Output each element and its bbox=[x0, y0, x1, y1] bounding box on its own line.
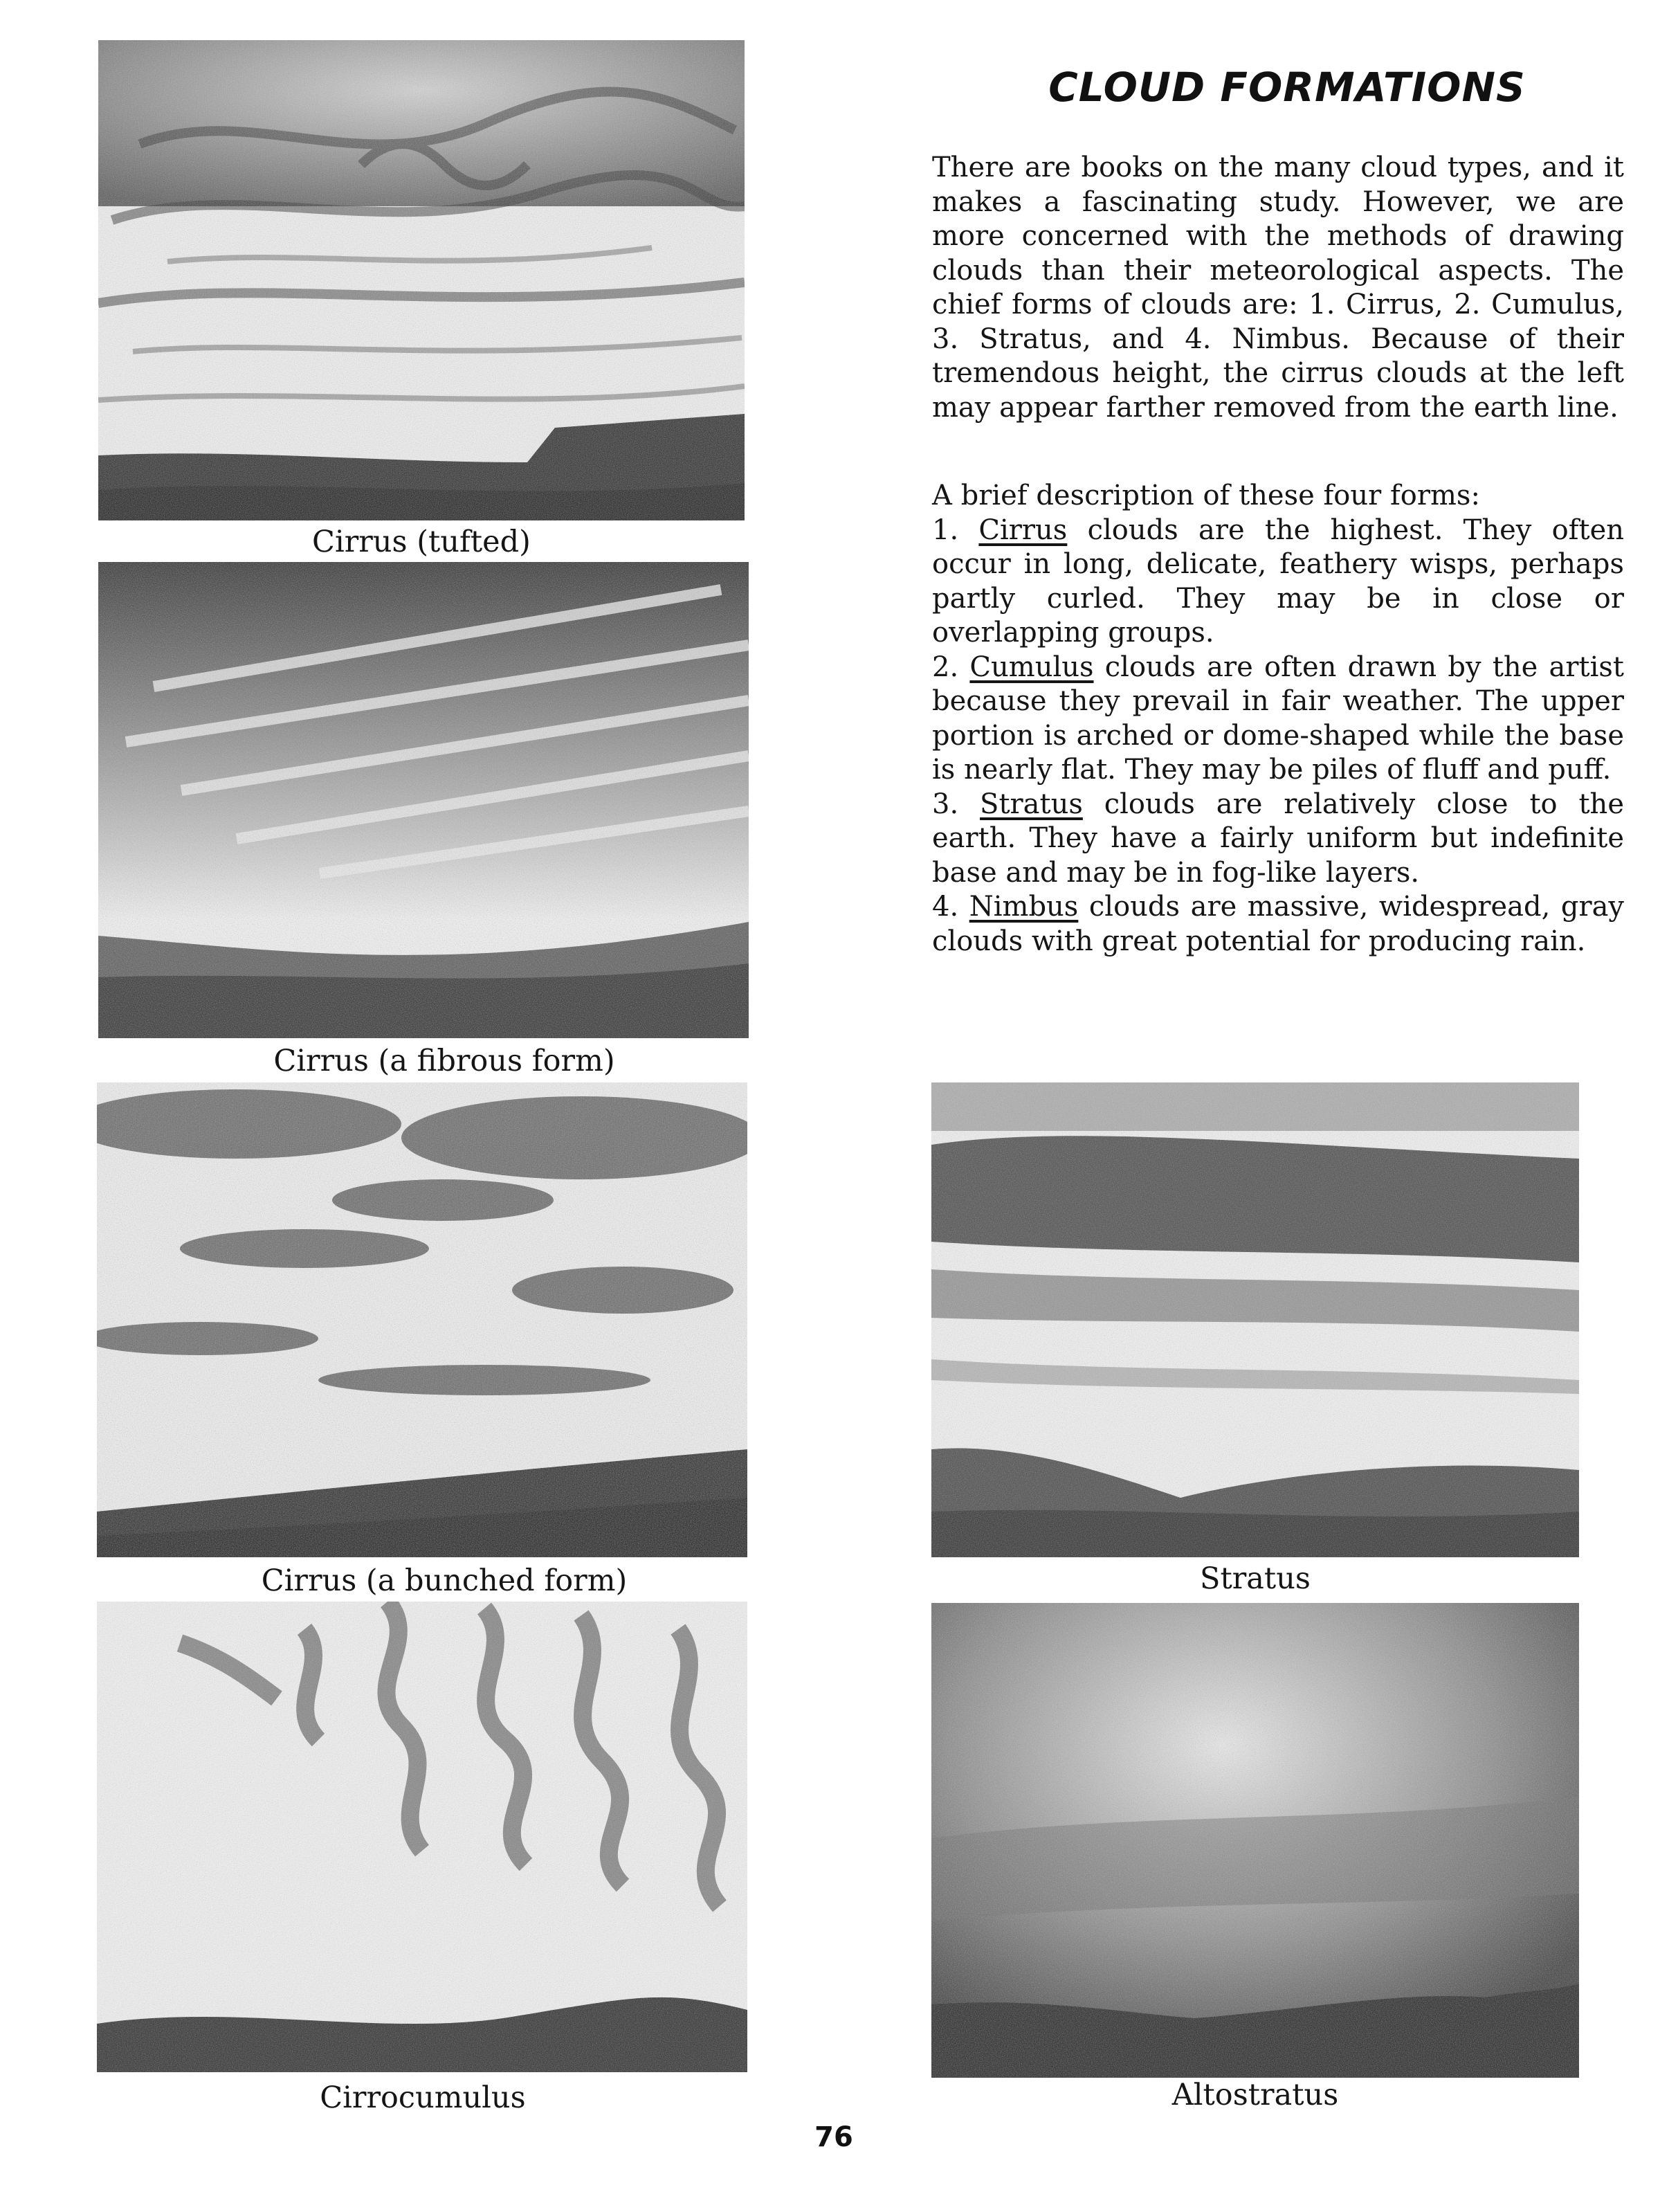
caption-cirrus-bunched: Cirrus (a bunched form) bbox=[261, 1563, 628, 1598]
caption-cirrus-tufted: Cirrus (tufted) bbox=[312, 525, 531, 559]
intro-text: There are books on the many cloud types, and it makes a fascinating study. However, we are more concerned with the methods of drawing clouds than their meteorological aspects. The chief forms of clouds are: 1. Cirrus, 2. Cumulus, 3. Stratus, and 4. Nimbus. Because of their tremendous height, the cirrus clouds at the left may appear farther removed from the earth line. bbox=[932, 152, 1624, 424]
intro-paragraph bbox=[932, 151, 1624, 448]
cirrus-fibrous-illustration bbox=[98, 562, 749, 1038]
description-item: 4. Nimbus clouds are massive, widespread, gray clouds with great potential for producing rain. bbox=[932, 891, 1625, 957]
caption-stratus: Stratus bbox=[1200, 1561, 1311, 1596]
descriptions-heading: A brief description of these four forms: bbox=[932, 480, 1480, 511]
cirrus-tufted-illustration bbox=[98, 40, 745, 520]
description-item: 3. Stratus clouds are relatively close to the earth. They have a fairly uniform but indefinite base and may be in fog-like layers. bbox=[932, 788, 1624, 889]
term-cumulus: Cumulus bbox=[969, 651, 1094, 683]
page-title: CLOUD FORMATIONS bbox=[1048, 64, 1526, 111]
stratus-illustration bbox=[931, 1082, 1579, 1557]
term-stratus: Stratus bbox=[980, 788, 1083, 820]
description-item: 2. Cumulus clouds are often drawn by the artist because they prevail in fair weather. The upper portion is arched or dome-shaped while the base is nearly flat. They may be piles of fluff and puff. bbox=[932, 651, 1624, 786]
cirrocumulus-illustration bbox=[97, 1602, 747, 2072]
caption-cirrocumulus: Cirrocumulus bbox=[320, 2080, 526, 2115]
cloud-descriptions bbox=[932, 479, 1624, 1033]
description-item: 1. Cirrus clouds are the highest. They often occur in long, delicate, feathery wisps, perhaps partly curled. They may be in close or overlapping groups. bbox=[932, 514, 1625, 649]
cirrus-bunched-illustration bbox=[97, 1082, 747, 1557]
page-number: 76 bbox=[814, 2121, 853, 2153]
caption-cirrus-fibrous: Cirrus (a fibrous form) bbox=[273, 1044, 615, 1078]
altostratus-illustration bbox=[931, 1603, 1579, 2078]
term-nimbus: Nimbus bbox=[969, 891, 1079, 923]
term-cirrus: Cirrus bbox=[978, 514, 1068, 546]
caption-altostratus: Altostratus bbox=[1171, 2078, 1339, 2112]
